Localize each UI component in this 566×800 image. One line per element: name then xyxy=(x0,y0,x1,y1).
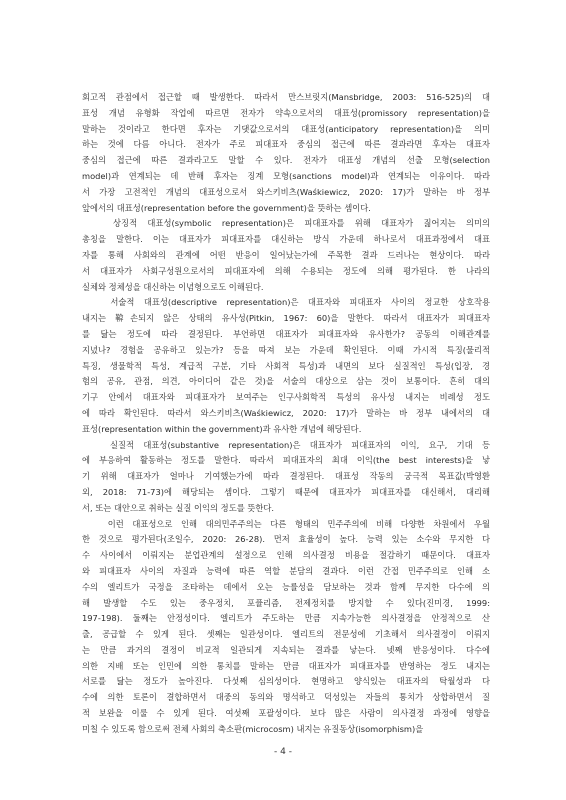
text-line: 수 사이에서 이뤄지는 분업관계의 설정으로 인해 의사결정 비용을 절감하기 때문이다. 대표자 xyxy=(82,550,490,561)
text-line: 서로를 닮는 정도가 높아진다. 다섯째 심의성이다. 현명하고 양식있는 대표자의 탁월성과 다 xyxy=(82,676,490,687)
text-line: 말하는 것이라고 한다면 후자는 기댓값으로서의 대표성(anticipatory representation)을 의미 xyxy=(82,123,490,134)
text-line: model)과 연계되는 데 반해 후자는 징계 모형(sanctions model)과 연계되는 이유이다. 따라 xyxy=(82,170,490,181)
text-line: 출, 공급할 수 있게 된다. 셋째는 일관성이다. 엘리트의 전문성에 기초해서 의사결정이 이뤄지 xyxy=(82,629,490,640)
text-line: 수의 엘리트가 국정을 조타하는 데에서 오는 능률성을 담보하는 것과 함께 무지한 다수에 의 xyxy=(82,581,490,592)
text-line: 실질적 대표성(substantive representation)은 대표자가 피대표자의 이익, 요구, 기대 등 xyxy=(82,439,490,450)
text-line: 특징, 생물학적 특성, 계급적 구분, 기타 사회적 특성)과 내면의 보다 실질적인 특성(입장, 경 xyxy=(82,360,490,371)
text-line: 미칠 수 있도록 함으로써 전체 사회의 축소판(microcosm) 내지는 유질동상(isomorphism)을 xyxy=(82,723,424,734)
text-line: 는 만큼 과거의 결정이 비교적 일관되게 지속되는 결과를 낳는다. 넷째 반응성이다. 다수에 xyxy=(82,644,490,655)
paragraph xyxy=(82,216,490,295)
text-line: 기구 안에서 대표자와 피대표자가 보여주는 인구사회학적 특성의 유사성 내지는 비례성 정도 xyxy=(82,392,490,403)
text-line: 지녔나? 경험을 공유하고 있는가? 등을 따져 보는 가운데 확인된다. 이때 가시적 특징(물리적 xyxy=(82,344,490,355)
text-line: 이런 대표성으로 인해 대의민주주의는 다른 형태의 민주주의에 비해 다양한 차원에서 우월 xyxy=(82,518,490,529)
text-line: 수에 의한 토론이 결합하면서 대중의 동의와 명석하고 덕성있는 자들의 통치가 상합하면서 질 xyxy=(82,692,490,703)
text-line: 중심의 접근에 따른 결과라고도 말할 수 있다. 전자가 대표성 개념의 선출 모형(selection xyxy=(82,155,490,166)
text-line: 외, 2018: 71-73)에 해당되는 셈이다. 그렇기 때문에 대표자가 피대표자를 대신해서, 대리해 xyxy=(82,486,490,497)
page-number: - 4 - xyxy=(274,747,292,757)
text-line: 자를 통해 사회와의 관계에 어떤 반응이 일어났는가에 주목한 결과 드러나는 현상이다. 따라 xyxy=(82,249,490,260)
text-line: 해 발생할 수도 있는 중우정치, 포퓰리즘, 전제정치를 방지할 수 있다(진미경, 1999: xyxy=(82,597,490,608)
text-line: 표성 개념 유형화 작업에 따르면 전자가 약속으로서의 대표성(promissory representation)을 xyxy=(82,107,490,118)
text-line: 적 보완을 이룰 수 있게 된다. 여섯째 포괄성이다. 보다 많은 사람이 의사결정 과정에 영향을 xyxy=(82,708,490,719)
paragraph xyxy=(82,90,490,216)
text-line: 내지는 鞥손되지 않은 상태의 유사성(Pitkin, 1967: 60)을 말한다. 따라서 대표자가 피대표자 xyxy=(82,313,490,324)
paragraph xyxy=(82,438,490,517)
text-line: 서 가장 고전적인 개념의 대표성으로서 와스키비츠(Waśkiewicz, 2020: 17)가 말하는 바 정부 xyxy=(82,186,490,197)
text-line: 서술적 대표성(descriptive representation)은 대표자와 피대표자 사이의 정교한 상호작용 xyxy=(82,297,490,308)
text-line: 를 닮는 정도에 따라 결정된다. 부언하면 대표자가 피대표자와 유사한가? 공동의 이해관계를 xyxy=(82,328,490,339)
text-line: 표성(representation within the government)과 유사한 개념에 해당된다. xyxy=(82,423,362,434)
text-line: 앞에서의 대표성(representation before the government)을 뜻하는 셈이다. xyxy=(82,202,371,213)
text-line: 실체와 정체성을 대신하는 이념형으로도 이해된다. xyxy=(82,281,264,292)
text-line: 에 따라 확인된다. 따라서 와스키비츠(Waśkiewicz, 2020: 17)가 말하는 바 정부 내에서의 대 xyxy=(82,407,490,418)
text-line: 하는 것에 다름 아니다. 전자가 주로 피대표자 중심의 접근에 따른 결과라면 후자는 대표자 xyxy=(82,139,490,150)
text-line: 기 위해 대표자가 얼마나 기여했는가에 따라 결정된다. 대표성 작동의 궁극적 목표값(박영환 xyxy=(82,471,490,482)
paragraph xyxy=(82,517,490,738)
text-line: 한 것으로 평가된다(조일수, 2020: 26-28). 먼저 효율성이 높다. 능력 있는 소수와 무지한 다 xyxy=(82,534,490,545)
text-line: 서 대표자가 사회구성원으로서의 피대표자에 의해 수용되는 정도에 의해 평가된다. 한 나라의 xyxy=(82,265,490,276)
text-line: 의한 지배 또는 인민에 의한 통치를 말하는 만큼 대표자가 피대표자를 반영하는 정도 내지는 xyxy=(82,660,490,671)
body-text xyxy=(82,90,490,738)
text-line: 197-198). 둘째는 안정성이다. 엘리트가 주도하는 만큼 지속가능한 의사결정을 안정적으로 산 xyxy=(82,613,490,624)
text-line: 험의 공유, 관점, 의견, 아이디어 같은 것)을 서술의 대상으로 삼는 것이 보통이다. 흔히 대의 xyxy=(82,376,490,387)
text-line: 서, 또는 대안으로 취하는 실질 이익의 정도를 뜻한다. xyxy=(82,502,275,513)
text-line: 총칭을 말한다. 이는 대표자가 피대표자를 대신하는 방식 가운데 하나로서 대표과정에서 대표 xyxy=(82,234,490,245)
text-line: 회고적 관점에서 접근할 때 발생한다. 따라서 만스브릿지(Mansbridge, 2003: 516-525)의 대 xyxy=(82,92,490,102)
paragraph xyxy=(82,295,490,437)
text-line: 와 피대표자 사이의 자질과 능력에 따른 역할 분담의 결과다. 이런 간접 민주주의로 인해 소 xyxy=(82,565,490,576)
text-line: 에 부응하여 활동하는 정도를 말한다. 따라서 피대표자의 최대 이익(the best interests)을 낳 xyxy=(82,455,490,466)
text-line: 상징적 대표성(symbolic representation)은 피대표자를 위해 대표자가 짊어지는 의미의 xyxy=(82,218,490,229)
